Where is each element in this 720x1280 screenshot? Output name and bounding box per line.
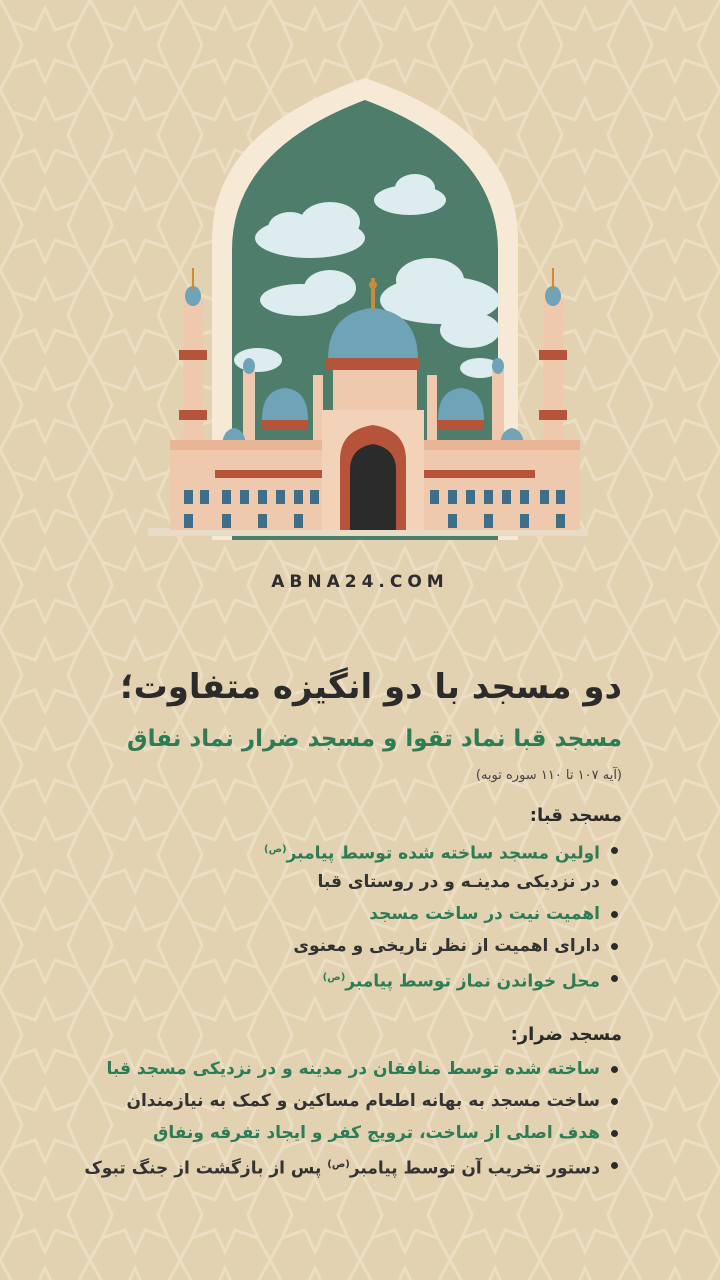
list-item: دارای اهمیت از نظر تاریخی و معنوی (98, 930, 622, 962)
page-title: دو مسجد با دو انگیزه متفاوت؛ (119, 667, 622, 707)
list-item: در نزدیکی مدینـه و در روستای قبا (98, 866, 622, 898)
article-content (84, 662, 622, 1181)
quba-heading: مسجد قبا: (529, 805, 622, 826)
list-item: هدف اصلی از ساخت، ترویج کفر و ایجاد تفرقه ونفاق (98, 1117, 622, 1149)
list-item: محل خواندن نماز توسط پیامبر$^{(ص)}$ (98, 962, 622, 994)
zerar-heading: مسجد ضرار: (510, 1024, 622, 1045)
verse-reference: (آیه ۱۰۷ تا ۱۱۰ سوره توبه) (475, 768, 622, 783)
list-item: دستور تخریب آن توسط پیامبر$^{(ص)}$ پس از بازگشت از جنگ تبوک (98, 1149, 622, 1181)
list-item: اولین مسجد ساخته شده توسط پیامبر$^{(ص)}$ (98, 834, 622, 866)
list-item: اهمیت نیت در ساخت مسجد (98, 898, 622, 930)
list-item: ساخت مسجد به بهانه اطعام مساکین و کمک به نیازمندان (98, 1085, 622, 1117)
zerar-list (84, 1053, 622, 1181)
subtitle: مسجد قبا نماد تقوا و مسجد ضرار نماد نفاق (127, 726, 622, 752)
quba-list (98, 834, 622, 994)
site-watermark: ABNA24.COM (271, 572, 449, 592)
list-item: ساخته شده توسط منافقان در مدینه و در نزدیکی مسجد قبا (98, 1053, 622, 1085)
mosque-illustration (0, 0, 720, 560)
